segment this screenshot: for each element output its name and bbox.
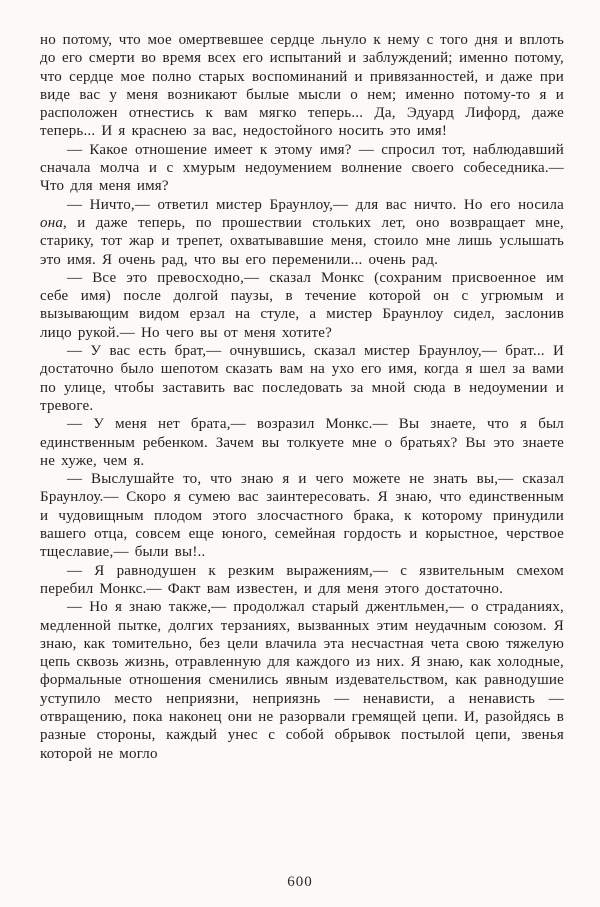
paragraph (40, 141, 564, 196)
paragraph (40, 31, 564, 141)
paragraph (40, 269, 564, 342)
text-run: — Я равнодушен к резким выражениям,— с язвительным смехом перебил Монкс.— Факт вам известен, и для меня этого достаточно. (40, 562, 564, 597)
emphasized-text: она (40, 214, 64, 231)
text-run: — Ничто,— ответил мистер Браунлоу,— для вас ничто. Но его носила (67, 196, 564, 213)
text-run: — У меня нет брата,— возразил Монкс.— Вы знаете, что я был единственным ребенком. Зачем вы толкуете мне о братьях? Вы это знаете не хуже, чем я. (40, 416, 564, 469)
text-run: — Выслушайте то, что знаю я и чего можете не знать вы,— сказал Браунлоу.— Скоро я сумею вас заинтересовать. Я знаю, что единственным и чудовищным плодом этого злосчастного брака, к которому принудили вашего отца, совсем еще юного, семейная гордость и корыстное, черствое тщеславие,— были вы!.. (40, 471, 564, 561)
paragraph (40, 342, 564, 415)
paragraph (40, 196, 564, 269)
text-run: — У вас есть брат,— очнувшись, сказал мистер Браунлоу,— брат... И достаточно было шепотом сказать вам на ухо его имя, когда я шел за вами по улице, чтобы заставить вас последовать за мной сюда в недоумении и тревоге. (40, 343, 564, 414)
paragraph (40, 470, 564, 561)
text-run: — Какое отношение имеет к этому имя? — спросил тот, наблюдавший сначала молча и с хмурым недоумением волнение своего собеседника.— Что для меня имя? (40, 141, 564, 195)
page-number: 600 (287, 874, 313, 890)
paragraph (40, 598, 564, 763)
text-run: — Но я знаю также,— продолжал старый джентльмен,— о страданиях, медленной пытке, долгих терзаниях, вызванных этим неудачным союзом. Я знаю, как томительно, без цели влачила эта несчастная чета свою тяжелую цепь сквозь жизнь, отравленную для каждого из них. Я знаю, как холодные, формальные отношения сменились явным издевательством, как равнодушие уступило место неприязни, неприязнь — ненависти, а ненависть — отвращению, пока наконец они не разорвали гремящей цепи. И, разойдясь в разные стороны, каждый унес с собой обрывок постылой цепи, звенья которой не могло (40, 599, 564, 762)
paragraph (40, 415, 564, 470)
page-text (40, 31, 564, 763)
text-run: но потому, что мое омертвевшее сердце льнуло к нему с того дня и вплоть до его смерти во время всех его испытаний и заблуждений; именно потому, что сердце мое полно старых воспоминаний и привязанностей, и даже при виде вас у меня возникают былые мысли о нем; именно потому-то я и расположен отнестись к вам мягко теперь... Да, Эдуард Лифорд, даже теперь... И я краснею за вас, недостойного носить это имя! (40, 32, 564, 140)
text-run: — Все это превосходно,— сказал Монкс (сохраним присвоенное им себе имя) после долгой паузы, в течение которой он с угрюмым и вызывающим видом ерзал на стуле, а мистер Браунлоу сидел, заслонив лицо рукой.— Но чего вы от меня хотите? (40, 269, 564, 341)
text-run: , и даже теперь, по прошествии стольких лет, оно возвращает мне, старику, тот жар и трепет, охватывавшие меня, стоило мне лишь услышать это имя. Я очень рад, что вы его переменили... очень рад. (40, 214, 564, 268)
paragraph (40, 562, 564, 599)
